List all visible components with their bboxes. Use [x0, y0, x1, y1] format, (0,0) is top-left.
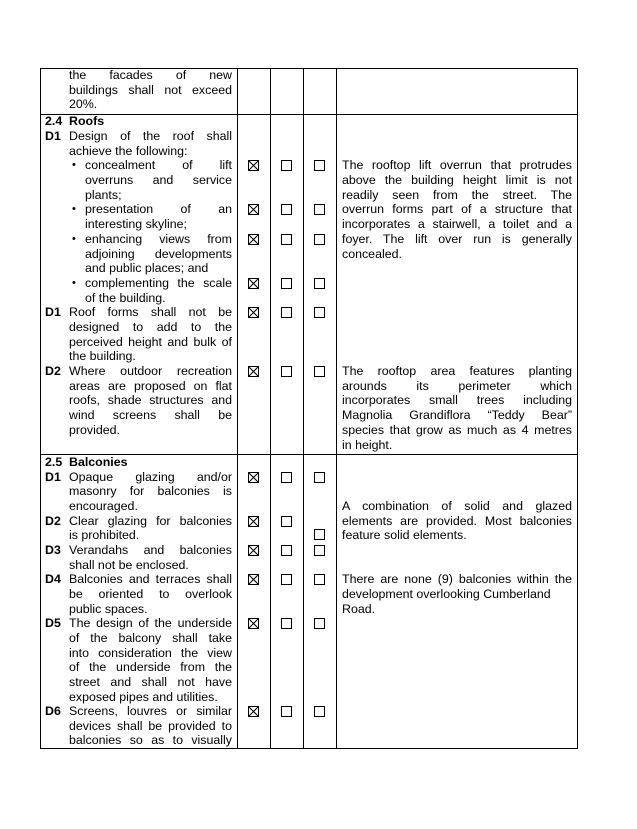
text-line: and public places; and — [85, 261, 209, 275]
checkbox-no[interactable] — [281, 706, 292, 717]
section-number-roofs: 2.4 — [45, 114, 63, 128]
text-line: Road. — [342, 602, 376, 616]
text-line: concealment of lift — [85, 158, 232, 172]
text-line: street and shall not have — [69, 675, 232, 689]
text-line: presentation of an — [85, 202, 232, 216]
section-number-balconies: 2.5 — [45, 455, 63, 469]
text-line: Opaque glazing and/or — [69, 470, 232, 484]
checkbox-no[interactable] — [281, 278, 292, 289]
col-border-2 — [270, 68, 271, 749]
checkbox-no[interactable] — [281, 545, 292, 556]
text-line: species that grow as much as 4 metres — [342, 423, 572, 437]
section-heading-roofs: Roofs — [69, 114, 105, 128]
checkbox-na[interactable] — [314, 706, 325, 717]
table-bottom-border — [40, 748, 578, 749]
checkbox-no[interactable] — [281, 366, 292, 377]
text-line: wind screens shall be — [69, 408, 232, 422]
checkbox-na[interactable] — [314, 545, 325, 556]
clause-code: D6 — [45, 704, 61, 718]
text-line: incorporates a stairwell, a toilet and a — [342, 217, 572, 231]
text-line: the facades of new — [69, 68, 232, 82]
text-line: Screens, louvres or similar — [69, 704, 232, 718]
text-line: the building. — [69, 349, 136, 363]
checked-box-yes[interactable] — [248, 516, 259, 527]
checked-box-yes[interactable] — [248, 545, 259, 556]
checkbox-no[interactable] — [281, 574, 292, 585]
text-line: of the underside from the — [69, 660, 232, 674]
checkbox-na[interactable] — [314, 307, 325, 318]
checkbox-no[interactable] — [281, 618, 292, 629]
text-line: plants; — [85, 188, 122, 202]
checked-box-yes[interactable] — [248, 618, 259, 629]
checkbox-na[interactable] — [314, 160, 325, 171]
text-line: provided. — [69, 423, 120, 437]
checkbox-no[interactable] — [281, 204, 292, 215]
text-line: concealed. — [342, 247, 402, 261]
text-line: shall not be enclosed. — [69, 558, 189, 572]
text-line: elements are provided. Most balconies — [342, 514, 572, 528]
text-line: Verandahs and balconies — [69, 543, 232, 557]
text-line: complementing the scale — [85, 276, 232, 290]
text-line: be oriented to overlook — [69, 587, 232, 601]
text-line: in height. — [342, 438, 393, 452]
text-line: designed to add to the — [69, 320, 232, 334]
checkbox-na[interactable] — [314, 529, 325, 540]
text-line: development overlooking Cumberland — [342, 587, 551, 601]
col-border-4 — [336, 68, 337, 749]
text-line: Clear glazing for balconies — [69, 514, 232, 528]
text-line: buildings shall not exceed — [69, 83, 232, 97]
checked-box-yes[interactable] — [248, 160, 259, 171]
text-line: incorporates small trees including — [342, 393, 572, 407]
bullet-dot: • — [72, 159, 76, 171]
text-line: A combination of solid and glazed — [342, 499, 572, 513]
checkbox-no[interactable] — [281, 516, 292, 527]
text-line: Magnolia Grandiflora “Teddy Bear” — [342, 408, 572, 422]
col-border-3 — [303, 68, 304, 749]
text-line: achieve the following: — [69, 144, 188, 158]
text-line: exposed pipes and utilities. — [69, 690, 218, 704]
checkbox-na[interactable] — [314, 574, 325, 585]
checkbox-na[interactable] — [314, 278, 325, 289]
text-line: above the building height limit is not — [342, 173, 572, 187]
text-line: public spaces. — [69, 602, 148, 616]
text-line: Balconies and terraces shall — [69, 572, 232, 586]
row-divider-roofs — [40, 114, 578, 115]
col-border-right — [577, 68, 578, 749]
text-line: There are none (9) balconies within the — [342, 572, 572, 586]
text-line: roofs, shade structures and — [69, 393, 232, 407]
checkbox-no[interactable] — [281, 307, 292, 318]
checked-box-yes[interactable] — [248, 472, 259, 483]
clause-code: D1 — [45, 470, 61, 484]
bullet-dot: • — [72, 277, 76, 289]
checkbox-no[interactable] — [281, 472, 292, 483]
text-line: arounds its perimeter which — [342, 379, 572, 393]
text-line: The rooftop area features planting — [342, 364, 572, 378]
clause-code: D2 — [45, 364, 61, 378]
checkbox-no[interactable] — [281, 234, 292, 245]
text-line: readily seen from the street. The — [342, 188, 572, 202]
text-line: foyer. The lift over run is generally — [342, 232, 572, 246]
text-line: The design of the underside — [69, 616, 232, 630]
checked-box-yes[interactable] — [248, 204, 259, 215]
checkbox-na[interactable] — [314, 618, 325, 629]
text-line: devices shall be provided to — [69, 719, 232, 733]
checked-box-yes[interactable] — [248, 278, 259, 289]
bullet-dot: • — [72, 233, 76, 245]
section-heading-balconies: Balconies — [69, 455, 128, 469]
col-border-1 — [237, 68, 238, 749]
text-line: overrun forms part of a structure that — [342, 202, 572, 216]
clause-code: D4 — [45, 572, 61, 586]
checked-box-yes[interactable] — [248, 574, 259, 585]
checkbox-na[interactable] — [314, 472, 325, 483]
text-line: is prohibited. — [69, 528, 140, 542]
text-line: Roof forms shall not be — [69, 305, 232, 319]
text-line: The rooftop lift overrun that protrudes — [342, 158, 572, 172]
col-border-left — [40, 68, 41, 749]
text-line: masonry for balconies is — [69, 484, 232, 498]
text-line: Where outdoor recreation — [69, 364, 232, 378]
checked-box-yes[interactable] — [248, 234, 259, 245]
text-line: into consideration the view — [69, 646, 232, 660]
text-line: encouraged. — [69, 499, 138, 513]
text-line: interesting skyline; — [85, 217, 187, 231]
clause-code: D5 — [45, 616, 61, 630]
bullet-dot: • — [72, 203, 76, 215]
text-line: feature solid elements. — [342, 528, 467, 542]
text-line: perceived height and bulk of — [69, 335, 232, 349]
clause-code: D3 — [45, 543, 61, 557]
text-line: enhancing views from — [85, 232, 232, 246]
text-line: 20%. — [69, 97, 98, 111]
text-line: adjoining developments — [85, 247, 232, 261]
clause-code: D2 — [45, 514, 61, 528]
text-line: areas are proposed on flat — [69, 379, 232, 393]
checked-box-yes[interactable] — [248, 706, 259, 717]
clause-code: D1 — [45, 305, 61, 319]
text-line: overruns and service — [85, 173, 232, 187]
clause-code: D1 — [45, 129, 61, 143]
checkbox-na[interactable] — [314, 204, 325, 215]
text-line: of the balcony shall take — [69, 631, 232, 645]
text-line: balconies so as to visually — [69, 733, 232, 747]
text-line: of the building. — [85, 291, 166, 305]
text-line: Design of the roof shall — [69, 129, 232, 143]
checkbox-na[interactable] — [314, 366, 325, 377]
checked-box-yes[interactable] — [248, 307, 259, 318]
checkbox-na[interactable] — [314, 234, 325, 245]
checkbox-no[interactable] — [281, 160, 292, 171]
checked-box-yes[interactable] — [248, 366, 259, 377]
